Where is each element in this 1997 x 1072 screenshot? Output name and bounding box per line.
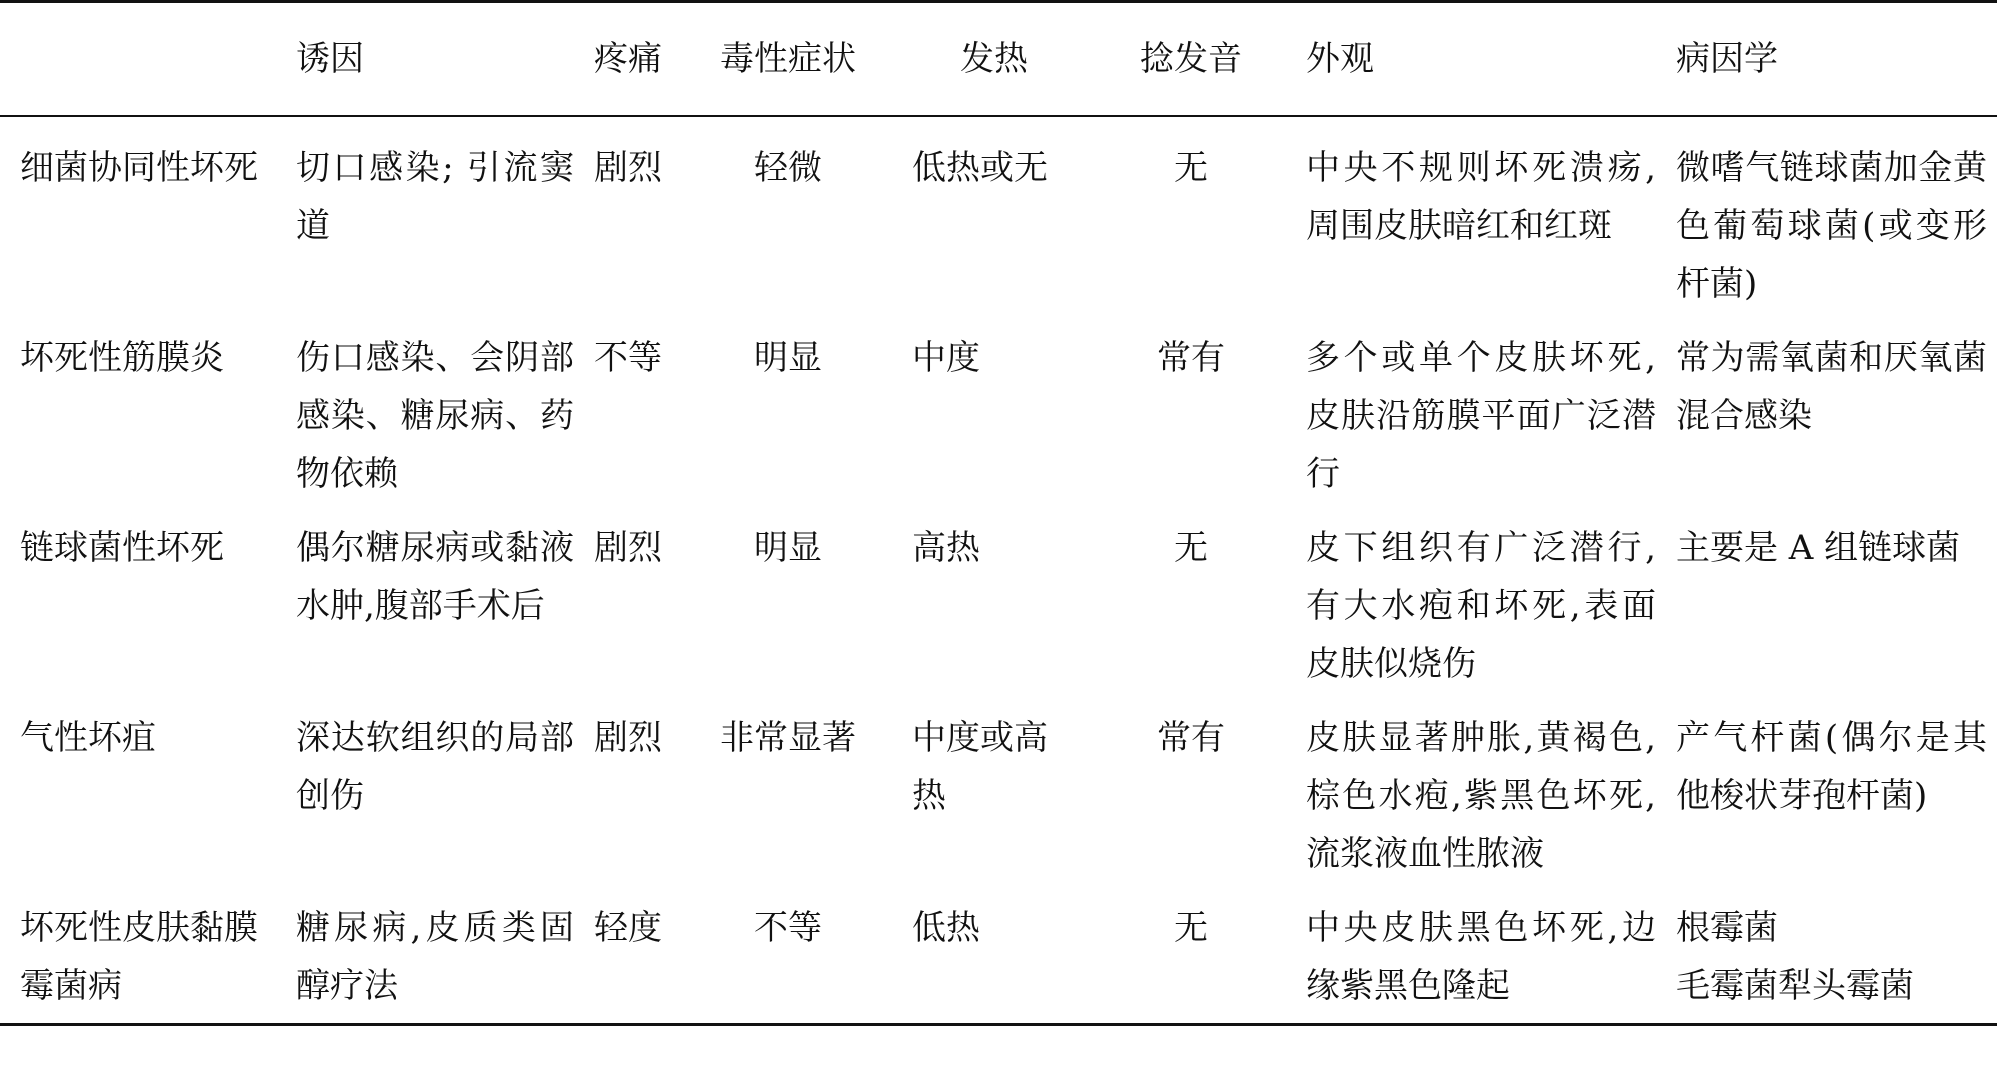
cell-text: 产气杆菌(偶尔是其他梭状芽孢杆菌) xyxy=(1676,717,1987,816)
cell-text: 多个或单个皮肤坏死,皮肤沿筋膜平面广泛潜行 xyxy=(1306,337,1656,494)
cell-appearance xyxy=(1296,891,1666,1025)
cell-text: 低热 xyxy=(912,907,980,948)
cell-toxicity xyxy=(690,891,886,1025)
table-row xyxy=(0,116,1997,321)
cell-cause xyxy=(286,116,584,321)
cell-text: 链球菌性坏死 xyxy=(20,527,224,568)
cell-text: 坏死性筋膜炎 xyxy=(20,337,224,378)
cell-etiology xyxy=(1666,116,1997,321)
cell-text: 不等 xyxy=(594,337,662,378)
cell-toxicity xyxy=(690,511,886,701)
cell-text: 偶尔糖尿病或黏液水肿,腹部手术后 xyxy=(296,527,574,626)
cell-fever xyxy=(886,701,1086,891)
header-cell-blank xyxy=(0,2,286,116)
cell-text: 皮下组织有广泛潜行,有大水疱和坏死,表面皮肤似烧伤 xyxy=(1306,527,1656,684)
cell-text: 不等 xyxy=(754,907,822,948)
cell-crepitus xyxy=(1086,511,1296,701)
header-cell-crepitus: 捻发音 xyxy=(1140,38,1242,79)
table-row xyxy=(0,891,1997,1025)
cell-fever xyxy=(886,891,1086,1025)
cell-text: 轻微 xyxy=(754,147,822,188)
header-cell-cause: 诱因 xyxy=(296,38,364,79)
header-cell-pain: 疼痛 xyxy=(594,38,662,79)
cell-text: 低热或无 xyxy=(912,147,1048,188)
table-row xyxy=(0,321,1997,511)
cell-fever xyxy=(886,511,1086,701)
cell-crepitus xyxy=(1086,321,1296,511)
cell-text: 剧烈 xyxy=(594,527,662,568)
cell-appearance xyxy=(1296,116,1666,321)
cell-disease xyxy=(0,891,286,1025)
cell-cause xyxy=(286,701,584,891)
cell-text: 细菌协同性坏死 xyxy=(20,147,258,188)
header-cell-fever: 发热 xyxy=(960,38,1028,79)
cell-toxicity xyxy=(690,701,886,891)
header-cell-appearance: 外观 xyxy=(1306,38,1374,79)
cell-text: 明显 xyxy=(754,527,822,568)
cell-etiology xyxy=(1666,321,1997,511)
header-row xyxy=(0,2,1997,116)
cell-text: 切口感染; 引流窦道 xyxy=(296,147,574,246)
cell-appearance xyxy=(1296,321,1666,511)
cell-fever xyxy=(886,321,1086,511)
cell-appearance xyxy=(1296,511,1666,701)
cell-disease xyxy=(0,701,286,891)
cell-pain xyxy=(584,321,690,511)
cell-text: 微嗜气链球菌加金黄色葡萄球菌(或变形杆菌) xyxy=(1676,147,1987,304)
cell-text: 常为需氧菌和厌氧菌混合感染 xyxy=(1676,337,1987,436)
cell-text: 气性坏疽 xyxy=(20,717,156,758)
cell-text: 中央皮肤黑色坏死,边缘紫黑色隆起 xyxy=(1306,907,1656,1006)
cell-text: 根霉菌 毛霉菌犁头霉菌 xyxy=(1676,907,1914,1006)
cell-text: 无 xyxy=(1174,527,1208,568)
cell-text: 伤口感染、会阴部感染、糖尿病、药物依赖 xyxy=(296,337,574,494)
header-cell-etiology: 病因学 xyxy=(1676,38,1778,79)
cell-etiology xyxy=(1666,891,1997,1025)
cell-toxicity xyxy=(690,321,886,511)
cell-text: 皮肤显著肿胀,黄褐色,棕色水疱,紫黑色坏死,流浆液血性脓液 xyxy=(1306,717,1656,874)
cell-text: 中度或高热 xyxy=(912,717,1048,816)
cell-toxicity xyxy=(690,116,886,321)
table-header xyxy=(0,2,1997,116)
header-cell-toxicity: 毒性症状 xyxy=(720,38,856,79)
cell-text: 中度 xyxy=(912,337,980,378)
cell-disease xyxy=(0,321,286,511)
cell-text: 剧烈 xyxy=(594,147,662,188)
cell-text: 无 xyxy=(1174,907,1208,948)
cell-text: 糖尿病,皮质类固醇疗法 xyxy=(296,907,574,1006)
cell-crepitus xyxy=(1086,116,1296,321)
cell-text: 中央不规则坏死溃疡,周围皮肤暗红和红斑 xyxy=(1306,147,1656,246)
cell-pain xyxy=(584,701,690,891)
cell-text: 明显 xyxy=(754,337,822,378)
cell-crepitus xyxy=(1086,891,1296,1025)
cell-text: 高热 xyxy=(912,527,980,568)
table-body xyxy=(0,116,1997,1025)
cell-pain xyxy=(584,891,690,1025)
cell-etiology xyxy=(1666,511,1997,701)
cell-pain xyxy=(584,511,690,701)
table-row xyxy=(0,511,1997,701)
cell-text: 无 xyxy=(1174,147,1208,188)
cell-crepitus xyxy=(1086,701,1296,891)
cell-disease xyxy=(0,511,286,701)
cell-text: 剧烈 xyxy=(594,717,662,758)
cell-disease xyxy=(0,116,286,321)
cell-text: 深达软组织的局部创伤 xyxy=(296,717,574,816)
cell-text: 主要是 A 组链球菌 xyxy=(1676,527,1961,568)
cell-text: 常有 xyxy=(1157,717,1225,758)
cell-cause xyxy=(286,321,584,511)
cell-text: 轻度 xyxy=(594,907,662,948)
cell-text: 常有 xyxy=(1157,337,1225,378)
cell-pain xyxy=(584,116,690,321)
cell-fever xyxy=(886,116,1086,321)
cell-cause xyxy=(286,891,584,1025)
table-row xyxy=(0,701,1997,891)
cell-text: 坏死性皮肤黏膜霉菌病 xyxy=(20,907,258,1006)
cell-text: 非常显著 xyxy=(720,717,856,758)
cell-cause xyxy=(286,511,584,701)
cell-etiology xyxy=(1666,701,1997,891)
cell-appearance xyxy=(1296,701,1666,891)
